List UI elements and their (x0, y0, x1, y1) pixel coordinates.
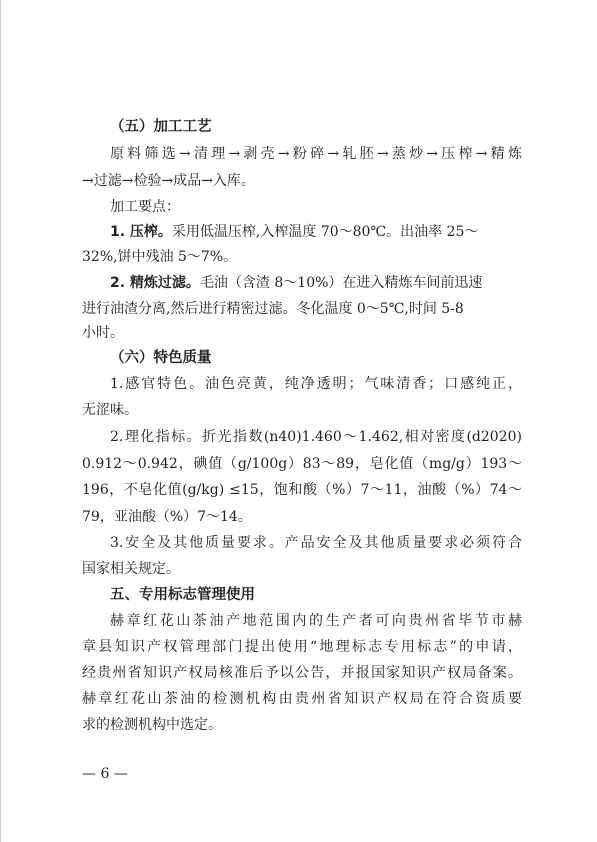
processing-points-title: 加工要点： (110, 199, 180, 215)
logo-usage-line-2: 章县知识产权管理部门提出使用“地理标志专用标志”的申请， (82, 639, 522, 655)
process-flow-line-2: →过滤→检验→成品→入库。 (82, 173, 255, 189)
page-number: — 6 — (82, 766, 128, 782)
logo-usage-line-3: 经贵州省知识产权局核准后予以公告，并报国家知识产权局备案。 (82, 665, 522, 681)
refining-point-line-2: 进行油渣分离,然后进行精密过滤。冬化温度 0～5℃,时间 5-8 (82, 301, 464, 317)
pressing-point-line-1 (110, 223, 522, 241)
pressing-point-line-2: 32%,饼中残油 5～7%。 (82, 249, 238, 265)
sensory-line-2: 无涩味。 (82, 402, 138, 418)
refining-point-text: 毛油（含渣 8～10%）在进入精炼车间前迅速 (199, 275, 483, 291)
pressing-point-text: 采用低温压榨,入榨温度 70～80℃。出油率 25～ (171, 224, 479, 240)
refining-point-line-3: 小时。 (82, 325, 124, 341)
logo-usage-line-5: 求的检测机构中选定。 (82, 717, 222, 733)
safety-line-2: 国家相关规定。 (82, 561, 180, 577)
process-flow-line-1: 原料筛选→清理→剥壳→粉碎→轧胚→蒸炒→压榨→精炼 (110, 146, 522, 162)
physchem-line-1: 2.理化指标。折光指数(n40)1.460～1.462,相对密度(d2020) (110, 429, 522, 445)
section-heading-processing: （五）加工工艺 (110, 119, 212, 135)
section-heading-logo-usage: 五、专用标志管理使用 (110, 587, 255, 603)
section-heading-quality: （六）特色质量 (110, 350, 212, 366)
pressing-point-label: 1. 压榨。 (110, 224, 172, 240)
refining-point-line-1 (110, 274, 522, 292)
sensory-line-1: 1.感官特色。油色亮黄，纯净透明；气味清香；口感纯正， (110, 376, 522, 392)
physchem-line-2: 0.912～0.942，碘值（g/100g）83～89，皂化值（mg/g）193～ (82, 456, 522, 472)
page-edge-shadow (0, 0, 1, 842)
safety-line-1: 3.安全及其他质量要求。产品安全及其他质量要求必须符合 (110, 535, 522, 551)
logo-usage-line-4: 赫章红花山茶油的检测机构由贵州省知识产权局在符合资质要 (82, 691, 522, 707)
logo-usage-line-1: 赫章红花山茶油产地范围内的生产者可向贵州省毕节市赫 (110, 613, 522, 629)
refining-point-label: 2. 精炼过滤。 (110, 275, 200, 291)
physchem-line-3: 196，不皂化值(g/kg) ≤15，饱和酸（%）7～11，油酸（%）74～ (82, 482, 522, 498)
physchem-line-4: 79，亚油酸（%）7～14。 (82, 509, 252, 525)
